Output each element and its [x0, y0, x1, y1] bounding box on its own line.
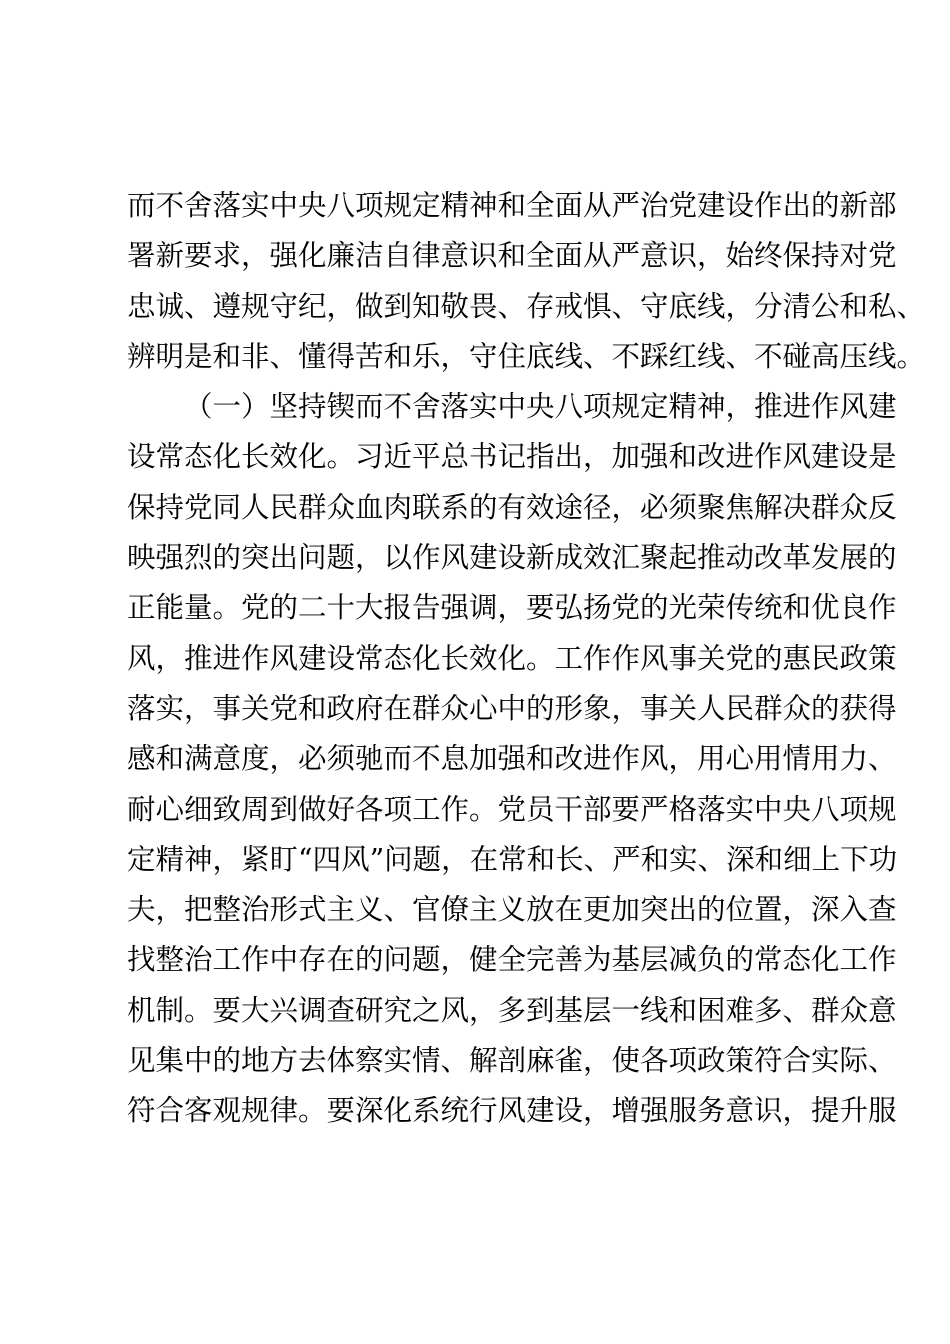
text-line: 见集中的地方去体察实情、解剖麻雀，使各项政策符合实际、: [127, 1044, 897, 1078]
text-line: 夫，把整治形式主义、官僚主义放在更加突出的位置，深入查: [127, 893, 897, 927]
text-line: 感和满意度，必须驰而不息加强和改进作风，用心用情用力、: [127, 742, 897, 776]
text-line: 辨明是和非、懂得苦和乐，守住底线、不踩红线、不碰高压线。: [127, 339, 926, 373]
text-line: 而不舍落实中央八项规定精神和全面从严治党建设作出的新部: [127, 189, 897, 222]
text-line: 映强烈的突出问题，以作风建设新成效汇聚起推动改革发展的: [127, 541, 897, 575]
text-line: 机制。要大兴调查研究之风，多到基层一线和困难多、群众意: [127, 993, 897, 1027]
text-line: 保持党同人民群众血肉联系的有效途径，必须聚焦解决群众反: [127, 490, 897, 524]
text-line: 正能量。党的二十大报告强调，要弘扬党的光荣传统和优良作: [127, 591, 897, 625]
text-line: 署新要求，强化廉洁自律意识和全面从严意识，始终保持对党: [127, 239, 897, 273]
body-text: [127, 181, 926, 1137]
text-line: 忠诚、遵规守纪，做到知敬畏、存戒惧、守底线，分清公和私、: [127, 289, 926, 323]
text-line: 找整治工作中存在的问题，健全完善为基层减负的常态化工作: [127, 943, 897, 977]
text-line: 符合客观规律。要深化系统行风建设，增强服务意识，提升服: [127, 1094, 897, 1128]
text-line: 设常态化长效化。习近平总书记指出，加强和改进作风建设是: [127, 440, 897, 474]
section-heading-line: （一）坚持锲而不舍落实中央八项规定精神，推进作风建: [184, 390, 897, 424]
text-line: 落实，事关党和政府在群众心中的形象，事关人民群众的获得: [127, 691, 897, 725]
text-line: 定精神，紧盯“四风”问题，在常和长、严和实、深和细上下功: [127, 842, 898, 876]
text-line: 风，推进作风建设常态化长效化。工作作风事关党的惠民政策: [127, 641, 897, 675]
text-line: 耐心细致周到做好各项工作。党员干部要严格落实中央八项规: [127, 792, 897, 826]
